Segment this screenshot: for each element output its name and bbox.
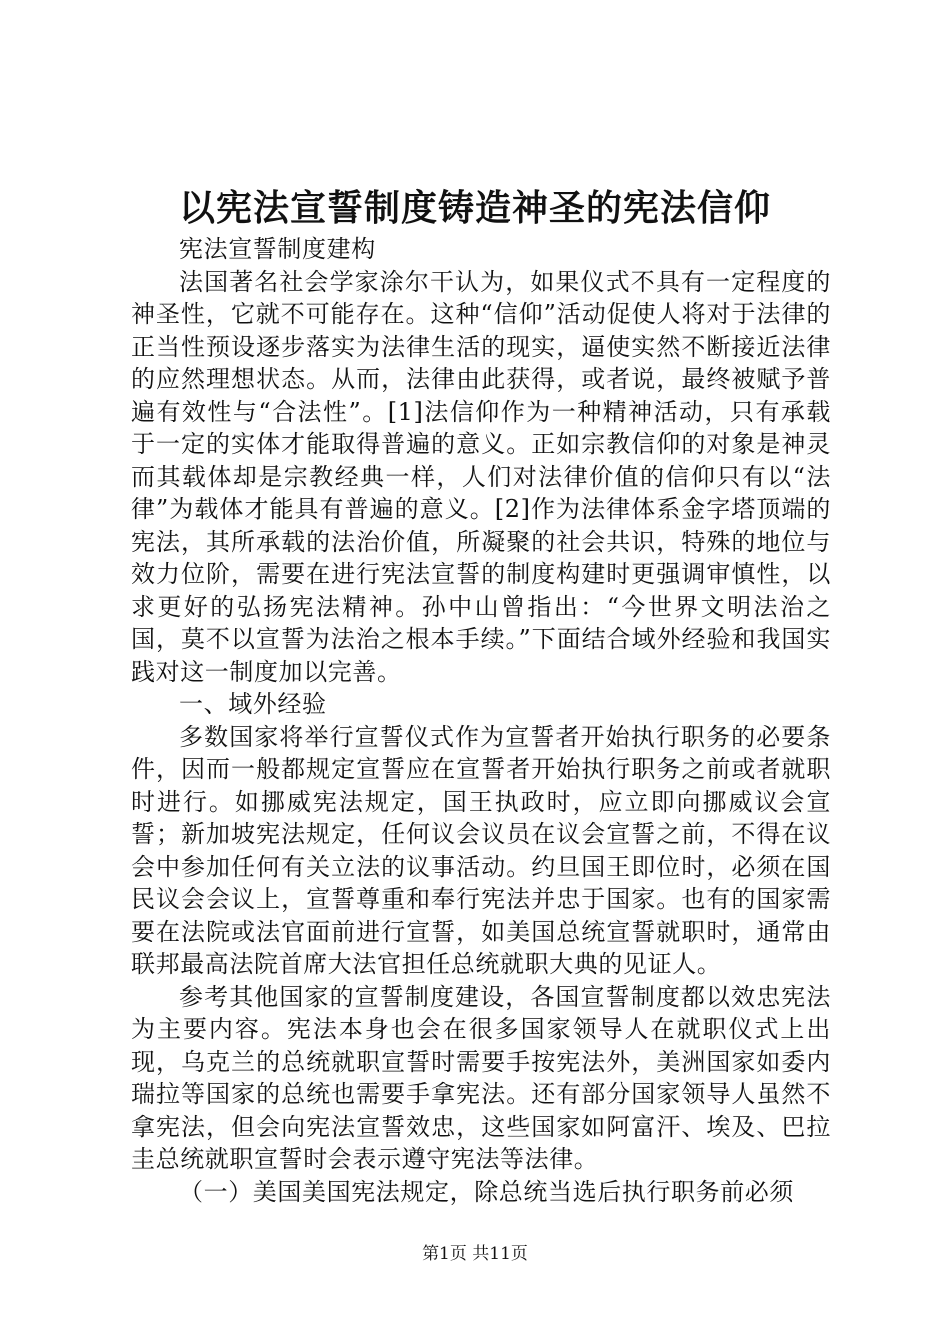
document-title: 以宪法宣誓制度铸造神圣的宪法信仰	[178, 187, 771, 229]
document-body	[131, 233, 831, 1208]
section-heading: 宪法宣誓制度建构	[179, 235, 376, 263]
paragraph: 法国著名社会学家涂尔干认为，如果仪式不具有一定程度的神圣性，它就不可能存在。这种“信仰”活动促使人将对于法律的正当性预设逐步落实为法律生活的现实，逼使实然不断接近法律的应然理想状态。从而，法律由此获得，或者说，最终被赋予普遍有效性与“合法性”。[1]法信仰作为一种精神活动，只有承载于一定的实体才能取得普遍的意义。正如宗教信仰的对象是神灵而其载体却是宗教经典一样，人们对法律价值的信仰只有以“法律”为载体才能具有普遍的意义。[2]作为法律体系金字塔顶端的宪法，其所承载的法治价值，所凝聚的社会共识，特殊的地位与效力位阶，需要在进行宪法宣誓的制度构建时更强调审慎性，以求更好的弘扬宪法精神。孙中山曾指出：“今世界文明法治之国，莫不以宣誓为法治之根本手续。”下面结合域外经验和我国实践对这一制度加以完善。	[131, 267, 831, 686]
paragraph: 参考其他国家的宣誓制度建设，各国宣誓制度都以效忠宪法为主要内容。宪法本身也会在很多国家领导人在就职仪式上出现，乌克兰的总统就职宣誓时需要手按宪法外，美洲国家如委内瑞拉等国家的总统也需要手拿宪法。还有部分国家领导人虽然不拿宪法，但会向宪法宣誓效忠，这些国家如阿富汗、埃及、巴拉圭总统就职宣誓时会表示遵守宪法等法律。	[131, 982, 831, 1173]
page-indicator: 第1页 共11页	[422, 1244, 528, 1264]
paragraph: （一）美国美国宪法规定，除总统当选后执行职务前必须	[179, 1177, 794, 1206]
subheading: 一、域外经验	[179, 690, 327, 718]
paragraph: 多数国家将举行宣誓仪式作为宣誓者开始执行职务的必要条件，因而一般都规定宣誓应在宣誓者开始执行职务之前或者就职时进行。如挪威宪法规定，国王执政时，应立即向挪威议会宣誓；新加坡宪法规定，任何议会议员在议会宣誓之前，不得在议会中参加任何有关立法的议事活动。约旦国王即位时，必须在国民议会会议上，宣誓尊重和奉行宪法并忠于国家。也有的国家需要在法院或法官面前进行宣誓，如美国总统宣誓就职时，通常由联邦最高法院首席大法官担任总统就职大典的见证人。	[131, 722, 831, 978]
